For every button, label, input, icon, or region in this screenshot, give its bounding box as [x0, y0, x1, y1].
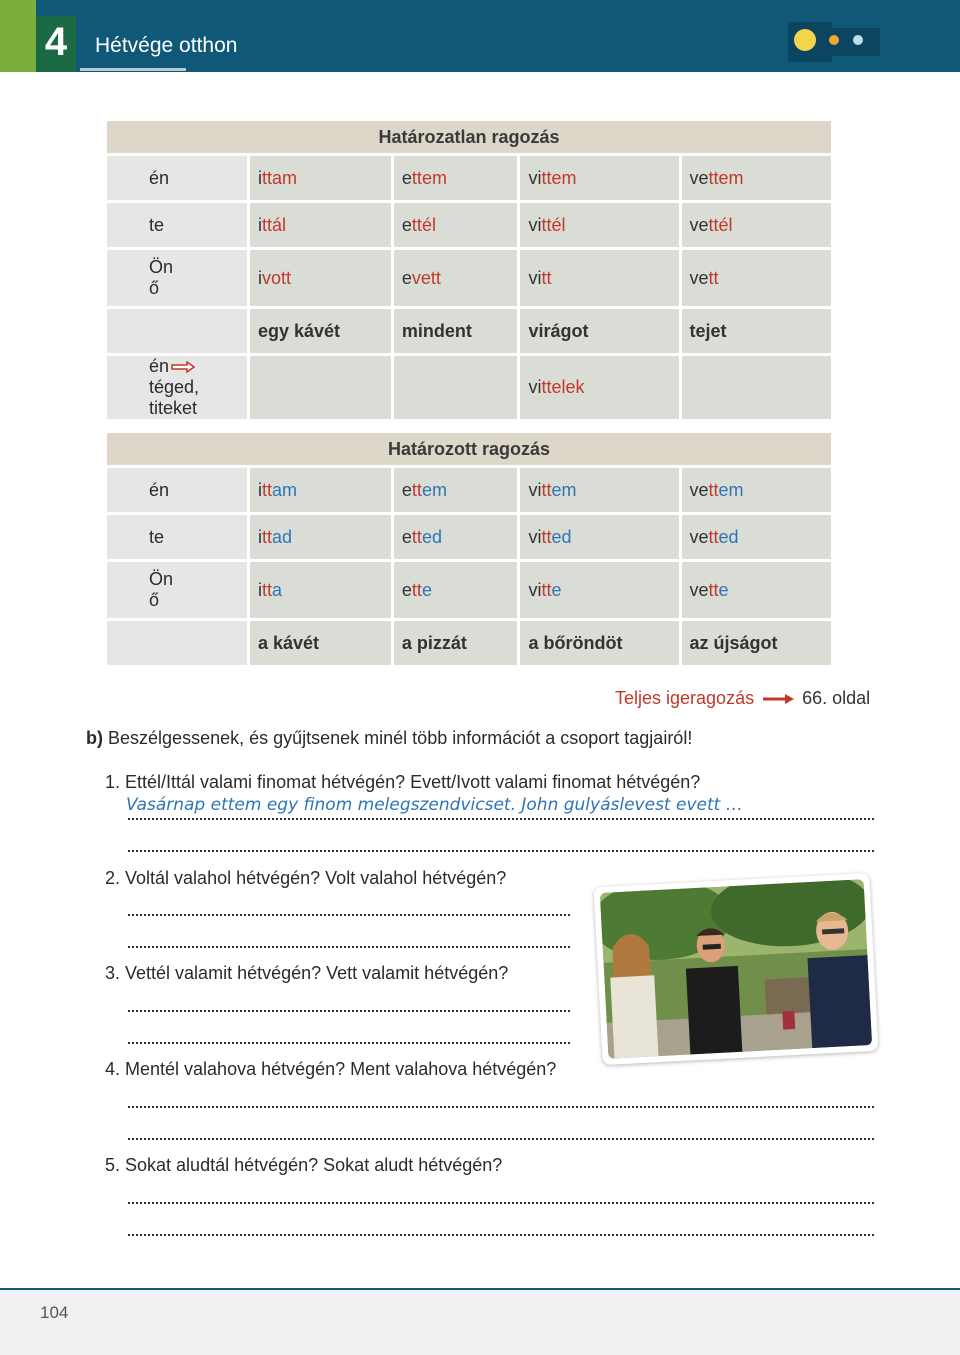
header-underline — [80, 68, 186, 71]
footer — [0, 1290, 960, 1355]
table-row — [107, 468, 831, 512]
people-photo — [594, 873, 879, 1065]
table-row — [107, 250, 831, 306]
table-row — [107, 621, 831, 665]
conjugation-reference[interactable] — [615, 688, 870, 709]
decorative-dots-icon — [788, 22, 880, 62]
object-cell: az újságot — [682, 621, 831, 665]
pronoun: Ön ő — [107, 562, 247, 618]
empty-cell — [250, 356, 391, 419]
verb-cell: vettél — [682, 203, 831, 247]
table-row — [107, 356, 831, 419]
table-row — [107, 156, 831, 200]
empty-cell — [682, 356, 831, 419]
pronoun-special: éntéged, titeket — [107, 356, 247, 419]
object-cell: a bőröndöt — [520, 621, 678, 665]
verb-cell: vettem — [682, 156, 831, 200]
question-5: 5. Sokat aludtál hétvégén? Sokat aludt hétvégén? — [105, 1155, 503, 1175]
verb-cell: ettél — [394, 203, 518, 247]
verb-cell: ittam — [250, 468, 391, 512]
answer-line[interactable] — [128, 850, 874, 852]
verb-cell: vitt — [520, 250, 678, 306]
question-4: 4. Mentél valahova hétvégén? Ment valahova hétvégén? — [105, 1059, 557, 1079]
object-cell: mindent — [394, 309, 518, 353]
pronoun: Ön ő — [107, 250, 247, 306]
indefinite-title: Határozatlan ragozás — [107, 121, 831, 153]
verb-cell: vittelek — [520, 356, 678, 419]
answer-line[interactable] — [128, 1234, 874, 1236]
answer-line[interactable] — [128, 1042, 570, 1044]
chapter-title: Hétvége otthon — [95, 34, 238, 57]
verb-cell: vittél — [520, 203, 678, 247]
verb-cell: ettem — [394, 156, 518, 200]
verb-cell: vitted — [520, 515, 678, 559]
empty-cell — [394, 356, 518, 419]
pronoun: én — [107, 468, 247, 512]
arrow-right-icon — [171, 361, 195, 373]
answer-line[interactable] — [128, 1138, 874, 1140]
reference-page: 66. oldal — [802, 688, 871, 708]
verb-cell: etted — [394, 515, 518, 559]
table-row — [107, 515, 831, 559]
example-answer: Vasárnap ettem egy finom melegszendvicset. John gulyáslevest evett … — [126, 795, 743, 815]
question-1: 1. Ettél/Ittál valami finomat hétvégén? Evett/Ivott valami finomat hétvégén? — [105, 772, 701, 792]
object-cell: a kávét — [250, 621, 391, 665]
empty-cell — [107, 621, 247, 665]
verb-cell: ittam — [250, 156, 391, 200]
answer-line[interactable] — [128, 818, 874, 820]
arrow-right-icon — [761, 693, 795, 705]
question-3: 3. Vettél valamit hétvégén? Vett valamit hétvégén? — [105, 963, 509, 983]
verb-cell: itta — [250, 562, 391, 618]
question-2: 2. Voltál valahol hétvégén? Volt valahol hétvégén? — [105, 868, 507, 888]
photo-illustration — [600, 879, 872, 1059]
verb-cell: vettem — [682, 468, 831, 512]
object-cell: virágot — [520, 309, 678, 353]
verb-cell: ette — [394, 562, 518, 618]
answer-line[interactable] — [128, 1106, 874, 1108]
answer-line[interactable] — [128, 946, 570, 948]
chapter-number: 4 — [36, 16, 76, 72]
reference-label: Teljes igeragozás — [615, 688, 755, 708]
table-row — [107, 203, 831, 247]
verb-cell: evett — [394, 250, 518, 306]
task-instruction: b) Beszélgessenek, és gyűjtsenek minél több információt a csoport tagjairól! — [86, 728, 693, 748]
empty-cell — [107, 309, 247, 353]
pronoun: én — [107, 156, 247, 200]
table-row — [107, 562, 831, 618]
verb-cell: vittem — [520, 468, 678, 512]
pronoun: te — [107, 203, 247, 247]
conjugation-table — [104, 118, 834, 668]
pronoun: te — [107, 515, 247, 559]
verb-cell: ittál — [250, 203, 391, 247]
verb-cell: ittad — [250, 515, 391, 559]
chapter-accent-bar — [0, 0, 36, 72]
answer-line[interactable] — [128, 914, 570, 916]
table-row — [107, 309, 831, 353]
page-number: 104 — [40, 1303, 69, 1322]
definite-title: Határozott ragozás — [107, 433, 831, 465]
object-cell: tejet — [682, 309, 831, 353]
verb-cell: vetted — [682, 515, 831, 559]
verb-cell: vittem — [520, 156, 678, 200]
object-cell: a pizzát — [394, 621, 518, 665]
verb-cell: vitte — [520, 562, 678, 618]
object-cell: egy kávét — [250, 309, 391, 353]
verb-cell: ivott — [250, 250, 391, 306]
verb-cell: vette — [682, 562, 831, 618]
answer-line[interactable] — [128, 1202, 874, 1204]
verb-cell: vett — [682, 250, 831, 306]
answer-line[interactable] — [128, 1010, 570, 1012]
verb-cell: ettem — [394, 468, 518, 512]
